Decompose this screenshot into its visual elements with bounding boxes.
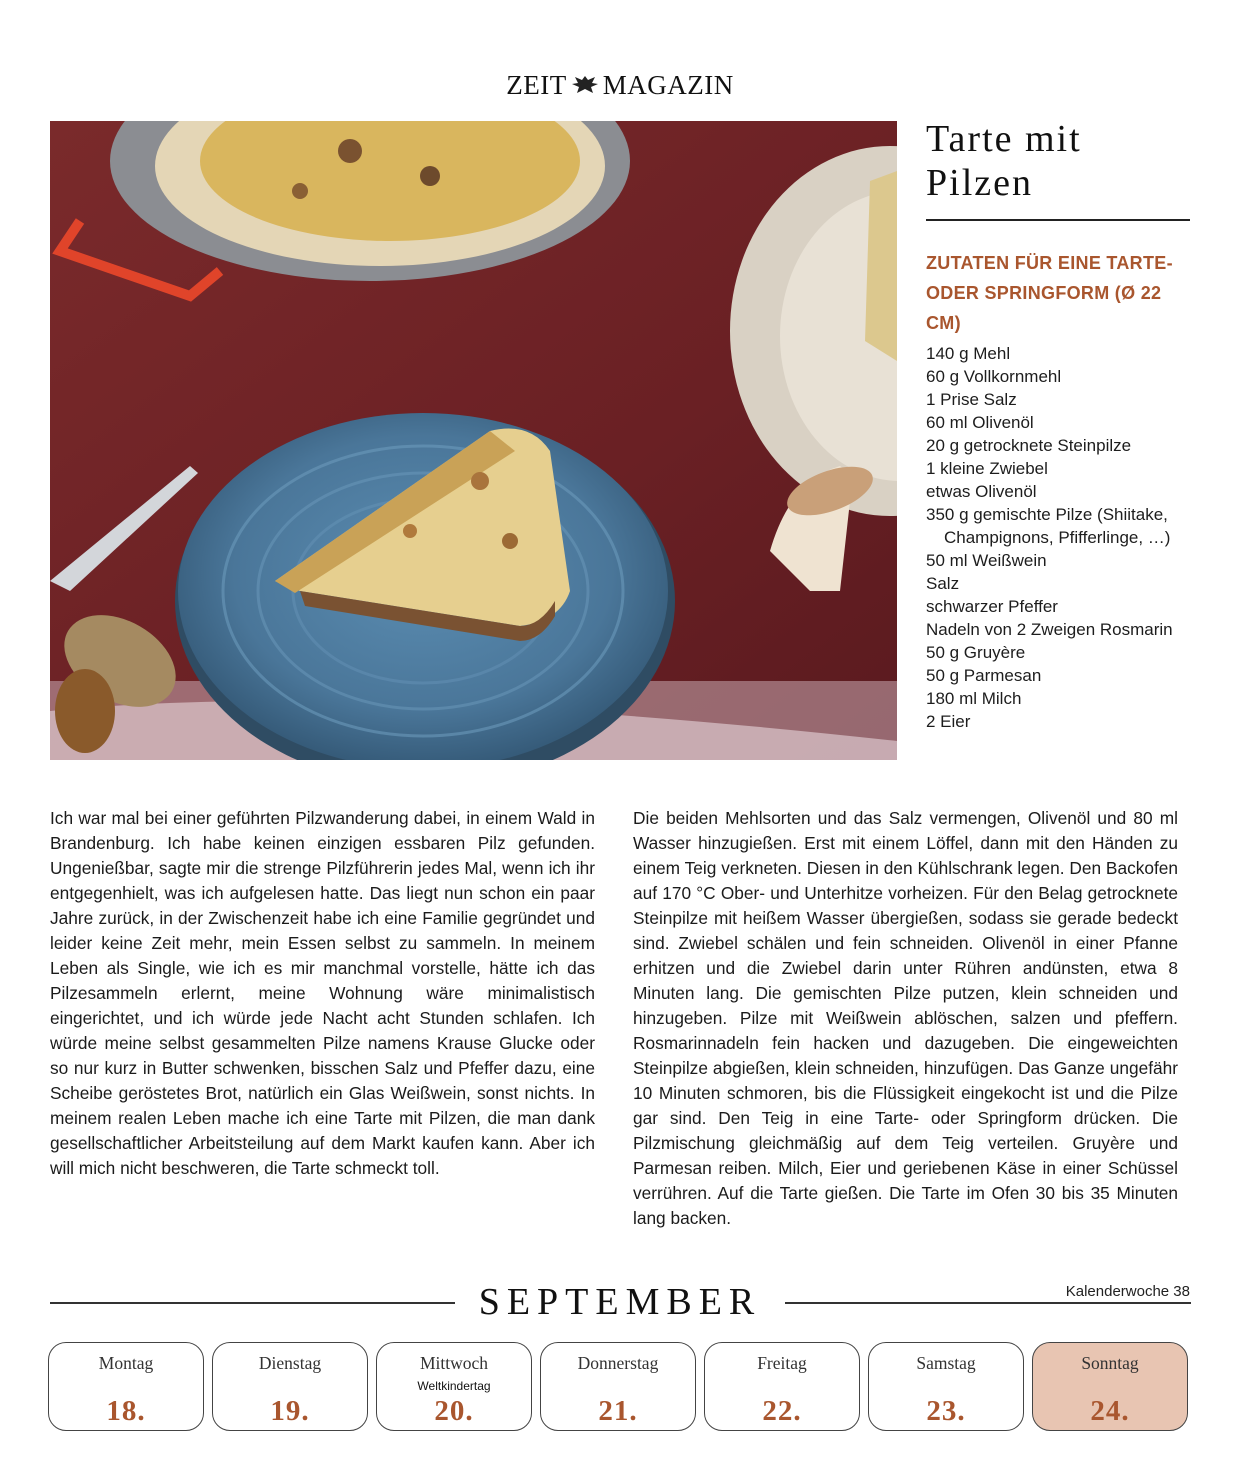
ingredients-heading: ZUTATEN FÜR EINE TARTE- ODER SPRINGFORM (Ø 22 CM) — [926, 253, 1173, 333]
day-event: Weltkindertag — [417, 1379, 491, 1393]
ingredient-item: 50 g Parmesan — [926, 666, 1042, 685]
day-date: 18. — [106, 1395, 146, 1427]
ingredient-item: 20 g getrocknete Steinpilze — [926, 436, 1132, 455]
day-montag — [48, 1342, 204, 1431]
ingredient-item: 2 Eier — [926, 712, 971, 731]
ingredient-item: 1 kleine Zwiebel — [926, 459, 1048, 478]
week-days — [48, 1342, 1192, 1431]
ingredients-list — [926, 342, 1196, 733]
day-date: 23. — [926, 1395, 966, 1427]
day-sonntag — [1032, 1342, 1188, 1431]
day-dienstag — [212, 1342, 368, 1431]
month-header — [50, 1282, 1191, 1322]
month-rule-left — [50, 1302, 455, 1304]
ingredient-item: 60 g Vollkornmehl — [926, 367, 1062, 386]
day-date: 24. — [1090, 1395, 1130, 1427]
day-freitag — [704, 1342, 860, 1431]
intro-text: Ich war mal bei einer geführten Pilzwanderung dabei, in einem Wald in Brandenburg. Ich habe keinen einzigen essbaren Pilz gefunden. Ungenießbar, sagte mir die strenge Pilzführerin jedes Mal, wenn ich ihr entgegenhielt, was ich aufgelesen hatte. Das liegt nun schon ein paar Jahre zurück, in der Zwischenzeit habe ich eine Familie gegründet und leider keine Zeit mehr, mein Essen selbst zu sammeln. In meinem Leben als Single, wie ich es mir manchmal vorstelle, hätte ich das Pilzesammeln erlernt, meine Wohnung wäre minimalistisch eingerichtet, und ich würde jede Nacht acht Stunden schlafen. Ich würde meine selbst gesammelten Pilze namens Krause Glucke oder so nur kurz in Butter schwenken, bisschen Salz und Pfeffer dazu, eine Scheibe geröstetes Brot, natürlich ein Glas Weißwein, sonst nichts. In meinem realen Leben mache ich eine Tarte mit Pilzen, die man dank gesellschaftlicher Arbeitsteilung auf dem Markt kaufen kann. Aber ich will mich nicht beschweren, die Tarte schmeckt toll. — [50, 808, 595, 1178]
day-name: Dienstag — [258, 1353, 322, 1373]
mushroom-tart-photo — [50, 121, 897, 760]
day-name: Sonntag — [1081, 1353, 1139, 1373]
brand-left: ZEIT — [506, 70, 567, 100]
masthead-logo — [0, 70, 1240, 101]
eagle-crest-icon — [570, 74, 600, 96]
recipe-title: Tarte mit Pilzen — [926, 118, 1082, 204]
ingredient-item: 180 ml Milch — [926, 689, 1022, 708]
day-date: 20. — [434, 1395, 474, 1427]
day-date: 22. — [762, 1395, 802, 1427]
day-date: 19. — [270, 1395, 310, 1427]
calendar-week-label: Kalenderwoche 38 — [1065, 1283, 1190, 1300]
ingredient-item: etwas Olivenöl — [926, 482, 1037, 501]
ingredient-item: 60 ml Olivenöl — [926, 413, 1034, 432]
day-name: Mittwoch — [419, 1353, 489, 1373]
ingredient-item: 50 ml Weißwein — [926, 551, 1047, 570]
day-name: Freitag — [757, 1353, 807, 1373]
day-mittwoch — [376, 1342, 532, 1431]
day-samstag — [868, 1342, 1024, 1431]
instructions-text: Die beiden Mehlsorten und das Salz vermengen, Olivenöl und 80 ml Wasser hinzugießen. Erst mit einem Löffel, dann mit den Händen zu einem Teig verkneten. Diesen in den Kühlschrank legen. Den Backofen auf 170 °C Ober- und Unterhitze vorheizen. Für den Belag getrocknete Steinpilze mit heißem Wasser übergießen, sodass sie gerade bedeckt sind. Zwiebel schälen und fein schneiden. Olivenöl in einer Pfanne erhitzen und die Zwiebel darin unter Rühren andünsten, etwa 8 Minuten lang. Die gemischten Pilze putzen, klein schneiden und hinzugeben. Pilze mit Weißwein ablöschen, salzen und pfeffern. Rosmarinnadeln fein hacken und dazugeben. Die eingeweichten Steinpilze abgießen, klein schneiden, hinzufügen. Das Ganze ungefähr 10 Minuten schmoren, bis die Flüssigkeit eingekocht ist und die Pilze gar sind. Den Teig in eine Tarte- oder Springform drücken. Die Pilzmischung gleichmäßig auf dem Teig verteilen. Gruyère und Parmesan reiben. Milch, Eier und geriebenen Käse in einer Schüssel verrühren. Auf die Tarte gießen. Die Tarte im Ofen 30 bis 35 Minuten lang backen. — [633, 808, 1178, 1228]
day-donnerstag — [540, 1342, 696, 1431]
ingredient-item: 350 g gemischte Pilze (Shiitake, Champignons, Pfifferlinge, …) — [926, 505, 1171, 547]
brand-right: MAGAZIN — [602, 70, 734, 100]
ingredient-item: 50 g Gruyère — [926, 643, 1026, 662]
day-date: 21. — [598, 1395, 638, 1427]
ingredient-item: 140 g Mehl — [926, 344, 1011, 363]
ingredient-item: Nadeln von 2 Zweigen Rosmarin — [926, 620, 1173, 639]
day-name: Montag — [98, 1353, 154, 1373]
month-name: SEPTEMBER — [478, 1281, 762, 1323]
ingredient-item: schwarzer Pfeffer — [926, 597, 1058, 616]
title-divider — [926, 219, 1190, 221]
ingredient-item: 1 Prise Salz — [926, 390, 1017, 409]
month-rule-right — [785, 1302, 1191, 1304]
day-name: Donnerstag — [577, 1353, 659, 1373]
day-name: Samstag — [916, 1353, 976, 1373]
ingredient-item: Salz — [926, 574, 960, 593]
